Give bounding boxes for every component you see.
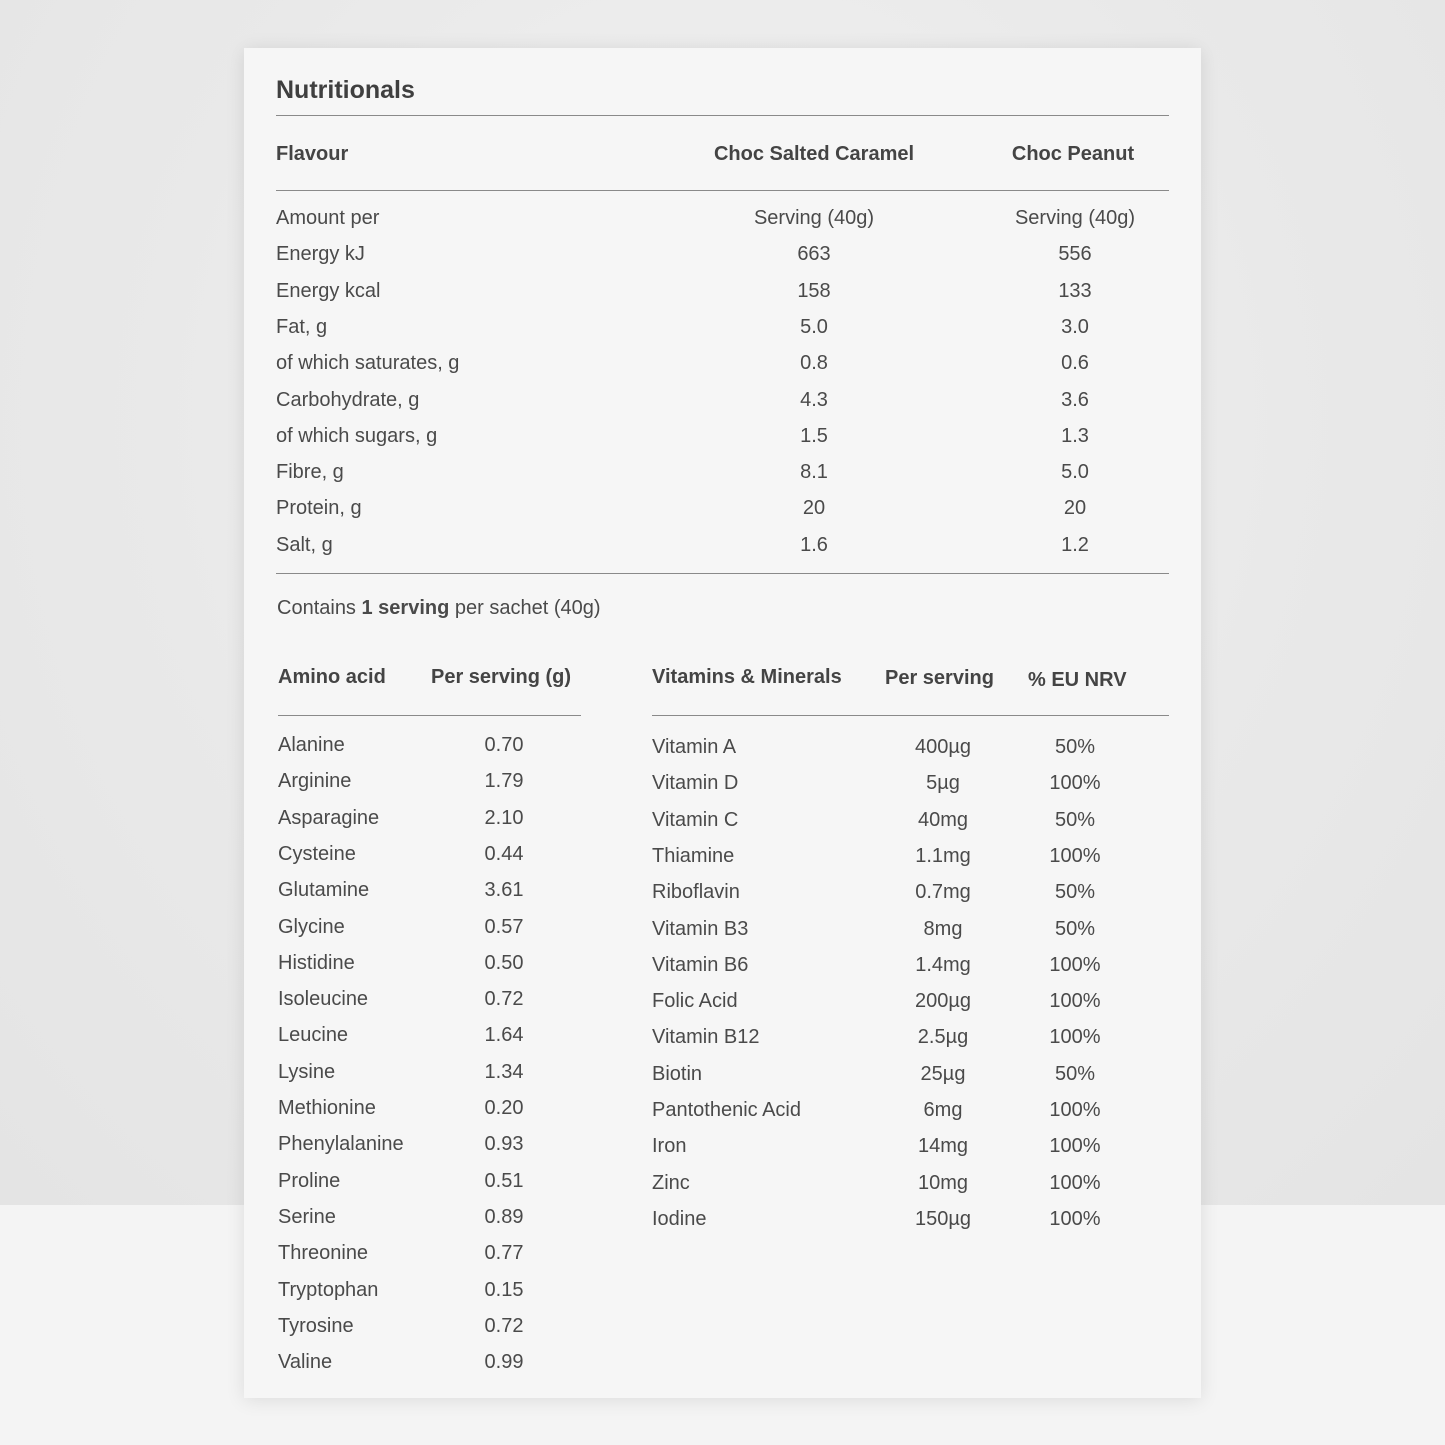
vitamin-nrv: 100% <box>1049 772 1101 795</box>
vitamin-name: Iodine <box>652 1207 707 1230</box>
vitamin-nrv: 100% <box>1049 953 1101 976</box>
vitamins-header-divider <box>652 715 1169 716</box>
amino-acid-name: Cysteine <box>278 842 356 865</box>
nutrition-row-choc-salted-caramel-value: 0.8 <box>800 352 828 375</box>
amino-acid-value: 1.64 <box>484 1024 524 1047</box>
vitamin-nrv: 100% <box>1049 844 1101 867</box>
amino-acid-value: 0.93 <box>484 1133 524 1156</box>
serving-note-bold: 1 serving <box>361 597 450 619</box>
vitamin-nrv: 100% <box>1049 1207 1101 1230</box>
amino-acid-name: Threonine <box>278 1242 369 1265</box>
serving-note-post: per sachet (40g) <box>449 597 601 619</box>
amino-acid-value: 1.34 <box>484 1060 524 1083</box>
vitamin-nrv: 50% <box>1054 881 1096 904</box>
amino-acid-name: Histidine <box>278 951 355 974</box>
vitamin-per-serving: 8mg <box>923 917 963 940</box>
nutrition-row-label: Fat, g <box>276 315 328 338</box>
amino-acid-name: Tryptophan <box>278 1278 379 1301</box>
amino-acid-value: 0.77 <box>484 1242 524 1265</box>
nutrition-row-label: Fibre, g <box>276 461 344 484</box>
vitamins-minerals-header: Vitamins & Minerals <box>652 666 842 688</box>
vitamin-name: Iron <box>652 1135 687 1158</box>
vitamin-per-serving: 5µg <box>926 772 960 795</box>
vitamin-nrv: 100% <box>1049 1171 1101 1194</box>
amino-acid-name: Lysine <box>278 1060 336 1083</box>
vitamin-per-serving: 1.4mg <box>915 953 971 976</box>
vitamin-per-serving: 0.7mg <box>915 881 971 904</box>
nutrition-row-choc-peanut-value: 0.6 <box>1061 352 1089 375</box>
nutrition-card <box>244 48 1201 1398</box>
vitamin-nrv: 50% <box>1054 808 1096 831</box>
nutrition-row-choc-peanut-value: 3.6 <box>1061 388 1089 411</box>
nutrition-row-label: Energy kJ <box>276 243 365 266</box>
vitamin-name: Thiamine <box>652 844 735 867</box>
vitamin-nrv: 50% <box>1054 917 1096 940</box>
vitamin-per-serving: 10mg <box>917 1171 969 1194</box>
amino-acid-value: 2.10 <box>484 806 524 829</box>
nutrition-row-label: Salt, g <box>276 533 333 556</box>
vitamin-per-serving: 400µg <box>914 736 972 758</box>
nutrition-row-choc-salted-caramel-value: 663 <box>797 243 831 266</box>
nutrition-row-label: of which saturates, g <box>276 352 460 375</box>
nutrition-header-divider <box>276 190 1169 191</box>
vitamin-nrv: 100% <box>1049 1099 1101 1121</box>
vitamin-name: Biotin <box>652 1062 703 1085</box>
vitamin-name: Vitamin B6 <box>652 953 749 976</box>
amino-acid-name: Glycine <box>278 915 345 938</box>
nutrition-row-label: Carbohydrate, g <box>276 388 420 411</box>
serving-note-pre: Contains <box>277 597 362 619</box>
amino-acid-name: Methionine <box>278 1097 376 1119</box>
amino-acid-value: 0.72 <box>484 1314 524 1337</box>
flavour-choc-peanut-header: Choc Peanut <box>1011 143 1135 165</box>
amino-acid-value: 0.20 <box>484 1097 524 1119</box>
nutrition-row-choc-peanut-value: 20 <box>1063 497 1087 520</box>
vitamin-nrv: 100% <box>1049 1026 1101 1049</box>
flavour-choc-salted-caramel-header: Choc Salted Caramel <box>713 143 915 165</box>
amino-acid-value: 0.72 <box>484 988 524 1011</box>
nutrition-row-choc-salted-caramel-value: 1.6 <box>800 533 828 556</box>
nutrition-row-choc-peanut-value: Serving (40g) <box>1014 207 1136 229</box>
amino-acid-value: 3.61 <box>484 879 524 902</box>
nutrition-row-choc-salted-caramel-value: Serving (40g) <box>753 207 875 229</box>
amino-acid-value: 0.70 <box>484 734 524 756</box>
nutrition-row-choc-salted-caramel-value: 20 <box>802 497 826 520</box>
vitamin-name: Vitamin D <box>652 772 739 795</box>
vitamin-per-serving: 200µg <box>914 990 972 1013</box>
amino-acid-name: Serine <box>278 1205 336 1228</box>
amino-acid-name: Leucine <box>278 1024 349 1047</box>
vitamin-nrv: 50% <box>1054 1062 1096 1085</box>
card-title: Nutritionals <box>276 76 415 104</box>
amino-acid-value: 0.99 <box>484 1351 524 1374</box>
amino-per-serving-header: Per serving (g) <box>431 666 572 688</box>
nutrition-row-choc-peanut-value: 133 <box>1058 279 1092 302</box>
eu-nrv-header: % EU NRV <box>1028 669 1127 691</box>
vitamin-name: Vitamin B12 <box>652 1026 760 1049</box>
vitamin-name: Riboflavin <box>652 881 740 904</box>
vitamin-per-serving: 1.1mg <box>915 844 971 867</box>
vitamin-per-serving: 40mg <box>917 808 969 831</box>
amino-acid-value: 0.44 <box>484 842 524 865</box>
nutrition-row-label: of which sugars, g <box>276 424 438 447</box>
flavour-header: Flavour <box>276 143 349 165</box>
nutrition-row-choc-salted-caramel-value: 5.0 <box>800 315 828 338</box>
nutrition-row-choc-peanut-value: 556 <box>1058 243 1092 266</box>
vitamin-name: Vitamin C <box>652 808 739 831</box>
nutrition-row-choc-salted-caramel-value: 158 <box>797 279 831 302</box>
amino-acid-value: 1.79 <box>484 770 524 793</box>
amino-acid-header: Amino acid <box>278 666 386 688</box>
vitamin-per-serving: 25µg <box>920 1062 966 1085</box>
vitamin-nrv: 100% <box>1049 990 1101 1013</box>
vitamin-name: Zinc <box>652 1171 690 1194</box>
amino-acid-value: 0.57 <box>484 915 524 938</box>
amino-acid-value: 0.50 <box>484 951 524 974</box>
vitamin-per-serving: 150µg <box>914 1207 972 1230</box>
amino-acid-value: 0.15 <box>484 1278 524 1301</box>
nutrition-row-choc-peanut-value: 1.2 <box>1061 533 1089 556</box>
amino-acid-name: Isoleucine <box>278 988 369 1011</box>
vitamin-nrv: 100% <box>1049 1135 1101 1158</box>
nutrition-row-label: Energy kcal <box>276 279 381 302</box>
vitamin-per-serving: 6mg <box>923 1099 963 1121</box>
amino-acid-name: Glutamine <box>278 879 370 902</box>
vitamin-name: Vitamin B3 <box>652 917 749 940</box>
nutrition-bottom-divider <box>276 573 1169 574</box>
amino-acid-name: Alanine <box>278 734 345 756</box>
vitamins-per-serving-header: Per serving <box>885 667 994 689</box>
amino-acid-value: 0.89 <box>484 1205 524 1228</box>
vitamin-name: Pantothenic Acid <box>652 1099 801 1121</box>
vitamin-nrv: 50% <box>1054 736 1096 758</box>
nutrition-row-choc-peanut-value: 5.0 <box>1061 461 1089 484</box>
nutrition-row-choc-peanut-value: 1.3 <box>1061 424 1089 447</box>
nutrition-row-label: Amount per <box>276 207 380 229</box>
amino-acid-name: Tyrosine <box>278 1314 354 1337</box>
amino-acid-name: Valine <box>278 1351 333 1374</box>
amino-acid-name: Phenylalanine <box>278 1133 404 1156</box>
vitamin-name: Vitamin A <box>652 736 737 758</box>
amino-acid-name: Proline <box>278 1169 341 1192</box>
amino-acid-name: Asparagine <box>278 806 380 829</box>
title-divider <box>276 115 1169 116</box>
amino-acid-value: 0.51 <box>484 1169 524 1192</box>
serving-note <box>277 596 601 620</box>
nutrition-row-choc-salted-caramel-value: 8.1 <box>800 461 828 484</box>
vitamin-per-serving: 2.5µg <box>917 1026 969 1049</box>
amino-acid-name: Arginine <box>278 770 352 793</box>
vitamin-per-serving: 14mg <box>917 1135 969 1158</box>
nutrition-row-choc-peanut-value: 3.0 <box>1061 315 1089 338</box>
nutrition-row-choc-salted-caramel-value: 4.3 <box>800 388 828 411</box>
vitamin-name: Folic Acid <box>652 990 738 1013</box>
nutrition-row-choc-salted-caramel-value: 1.5 <box>800 424 828 447</box>
amino-header-divider <box>278 715 581 716</box>
nutrition-row-label: Protein, g <box>276 497 362 520</box>
